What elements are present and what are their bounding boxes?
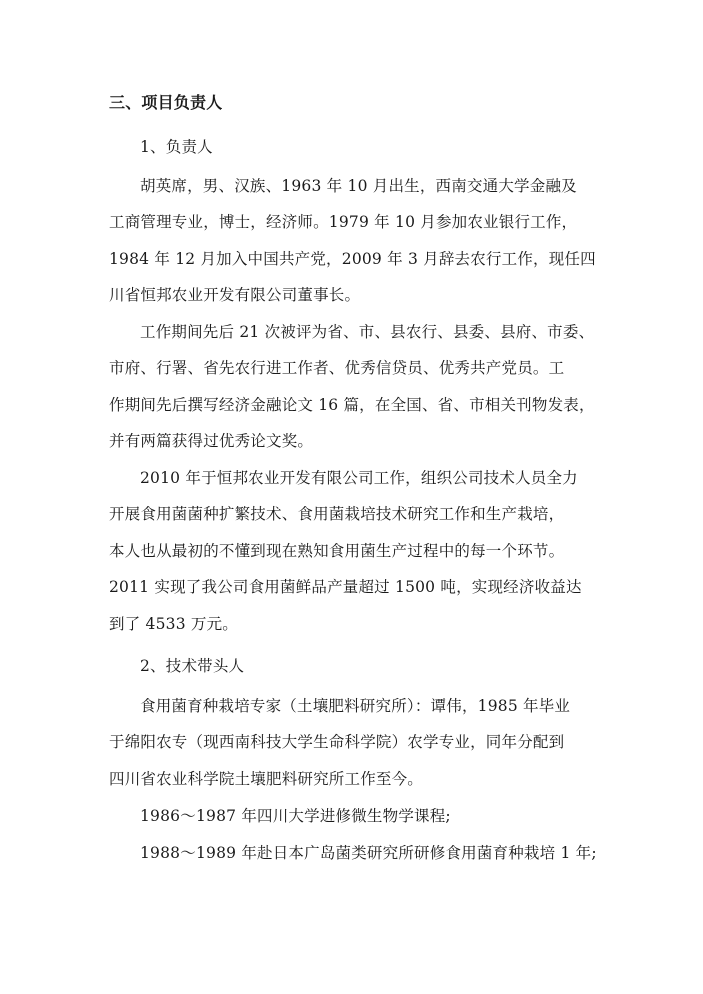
paragraph-line: 工商管理专业，博士，经济师。1979 年 10 月参加农业银行工作， [109,213,578,231]
paragraph-line: 1988～1989 年赴日本广岛菌类研究所研修食用菌育种栽培 1 年; [140,844,597,862]
paragraph-line: 作期间先后撰写经济金融论文 16 篇，在全国、省、市相关刊物发表， [109,396,595,414]
subsection-2-title: 2、技术带头人 [140,657,245,675]
section-title: 三、项目负责人 [109,93,223,112]
paragraph-line: 到了 4533 万元。 [109,615,239,633]
paragraph-line: 市府、行署、省先农行进工作者、优秀信贷员、优秀共产党员。工 [109,359,565,377]
paragraph-line: 开展食用菌菌种扩繁技术、食用菌栽培技术研究工作和生产栽培， [109,505,565,523]
paragraph-line: 并有两篇获得过优秀论文奖。 [109,432,314,450]
paragraph-line: 胡英席，男、汉族、1963 年 10 月出生，西南交通大学金融及 [140,177,577,195]
paragraph-line: 2010 年于恒邦农业开发有限公司工作，组织公司技术人员全力 [140,469,578,487]
paragraph-line: 1984 年 12 月加入中国共产党，2009 年 3 月辞去农行工作，现任四 [109,250,596,268]
paragraph-line: 于绵阳农专（现西南科技大学生命科学院）农学专业，同年分配到 [109,733,565,751]
paragraph-line: 工作期间先后 21 次被评为省、市、县农行、县委、县府、市委、 [140,323,595,341]
paragraph-line: 2011 实现了我公司食用菌鲜品产量超过 1500 吨，实现经济收益达 [109,578,582,596]
paragraph-line: 食用菌育种栽培专家（土壤肥料研究所）：谭伟，1985 年毕业 [140,697,571,715]
subsection-1-title: 1、负责人 [140,138,213,156]
paragraph-line: 四川省农业科学院土壤肥料研究所工作至今。 [109,770,424,788]
paragraph-line: 1986～1987 年四川大学进修微生物学课程; [140,807,451,825]
paragraph-line: 川省恒邦农业开发有限公司董事长。 [109,286,361,304]
paragraph-line: 本人也从最初的不懂到现在熟知食用菌生产过程中的每一个环节。 [109,542,565,560]
